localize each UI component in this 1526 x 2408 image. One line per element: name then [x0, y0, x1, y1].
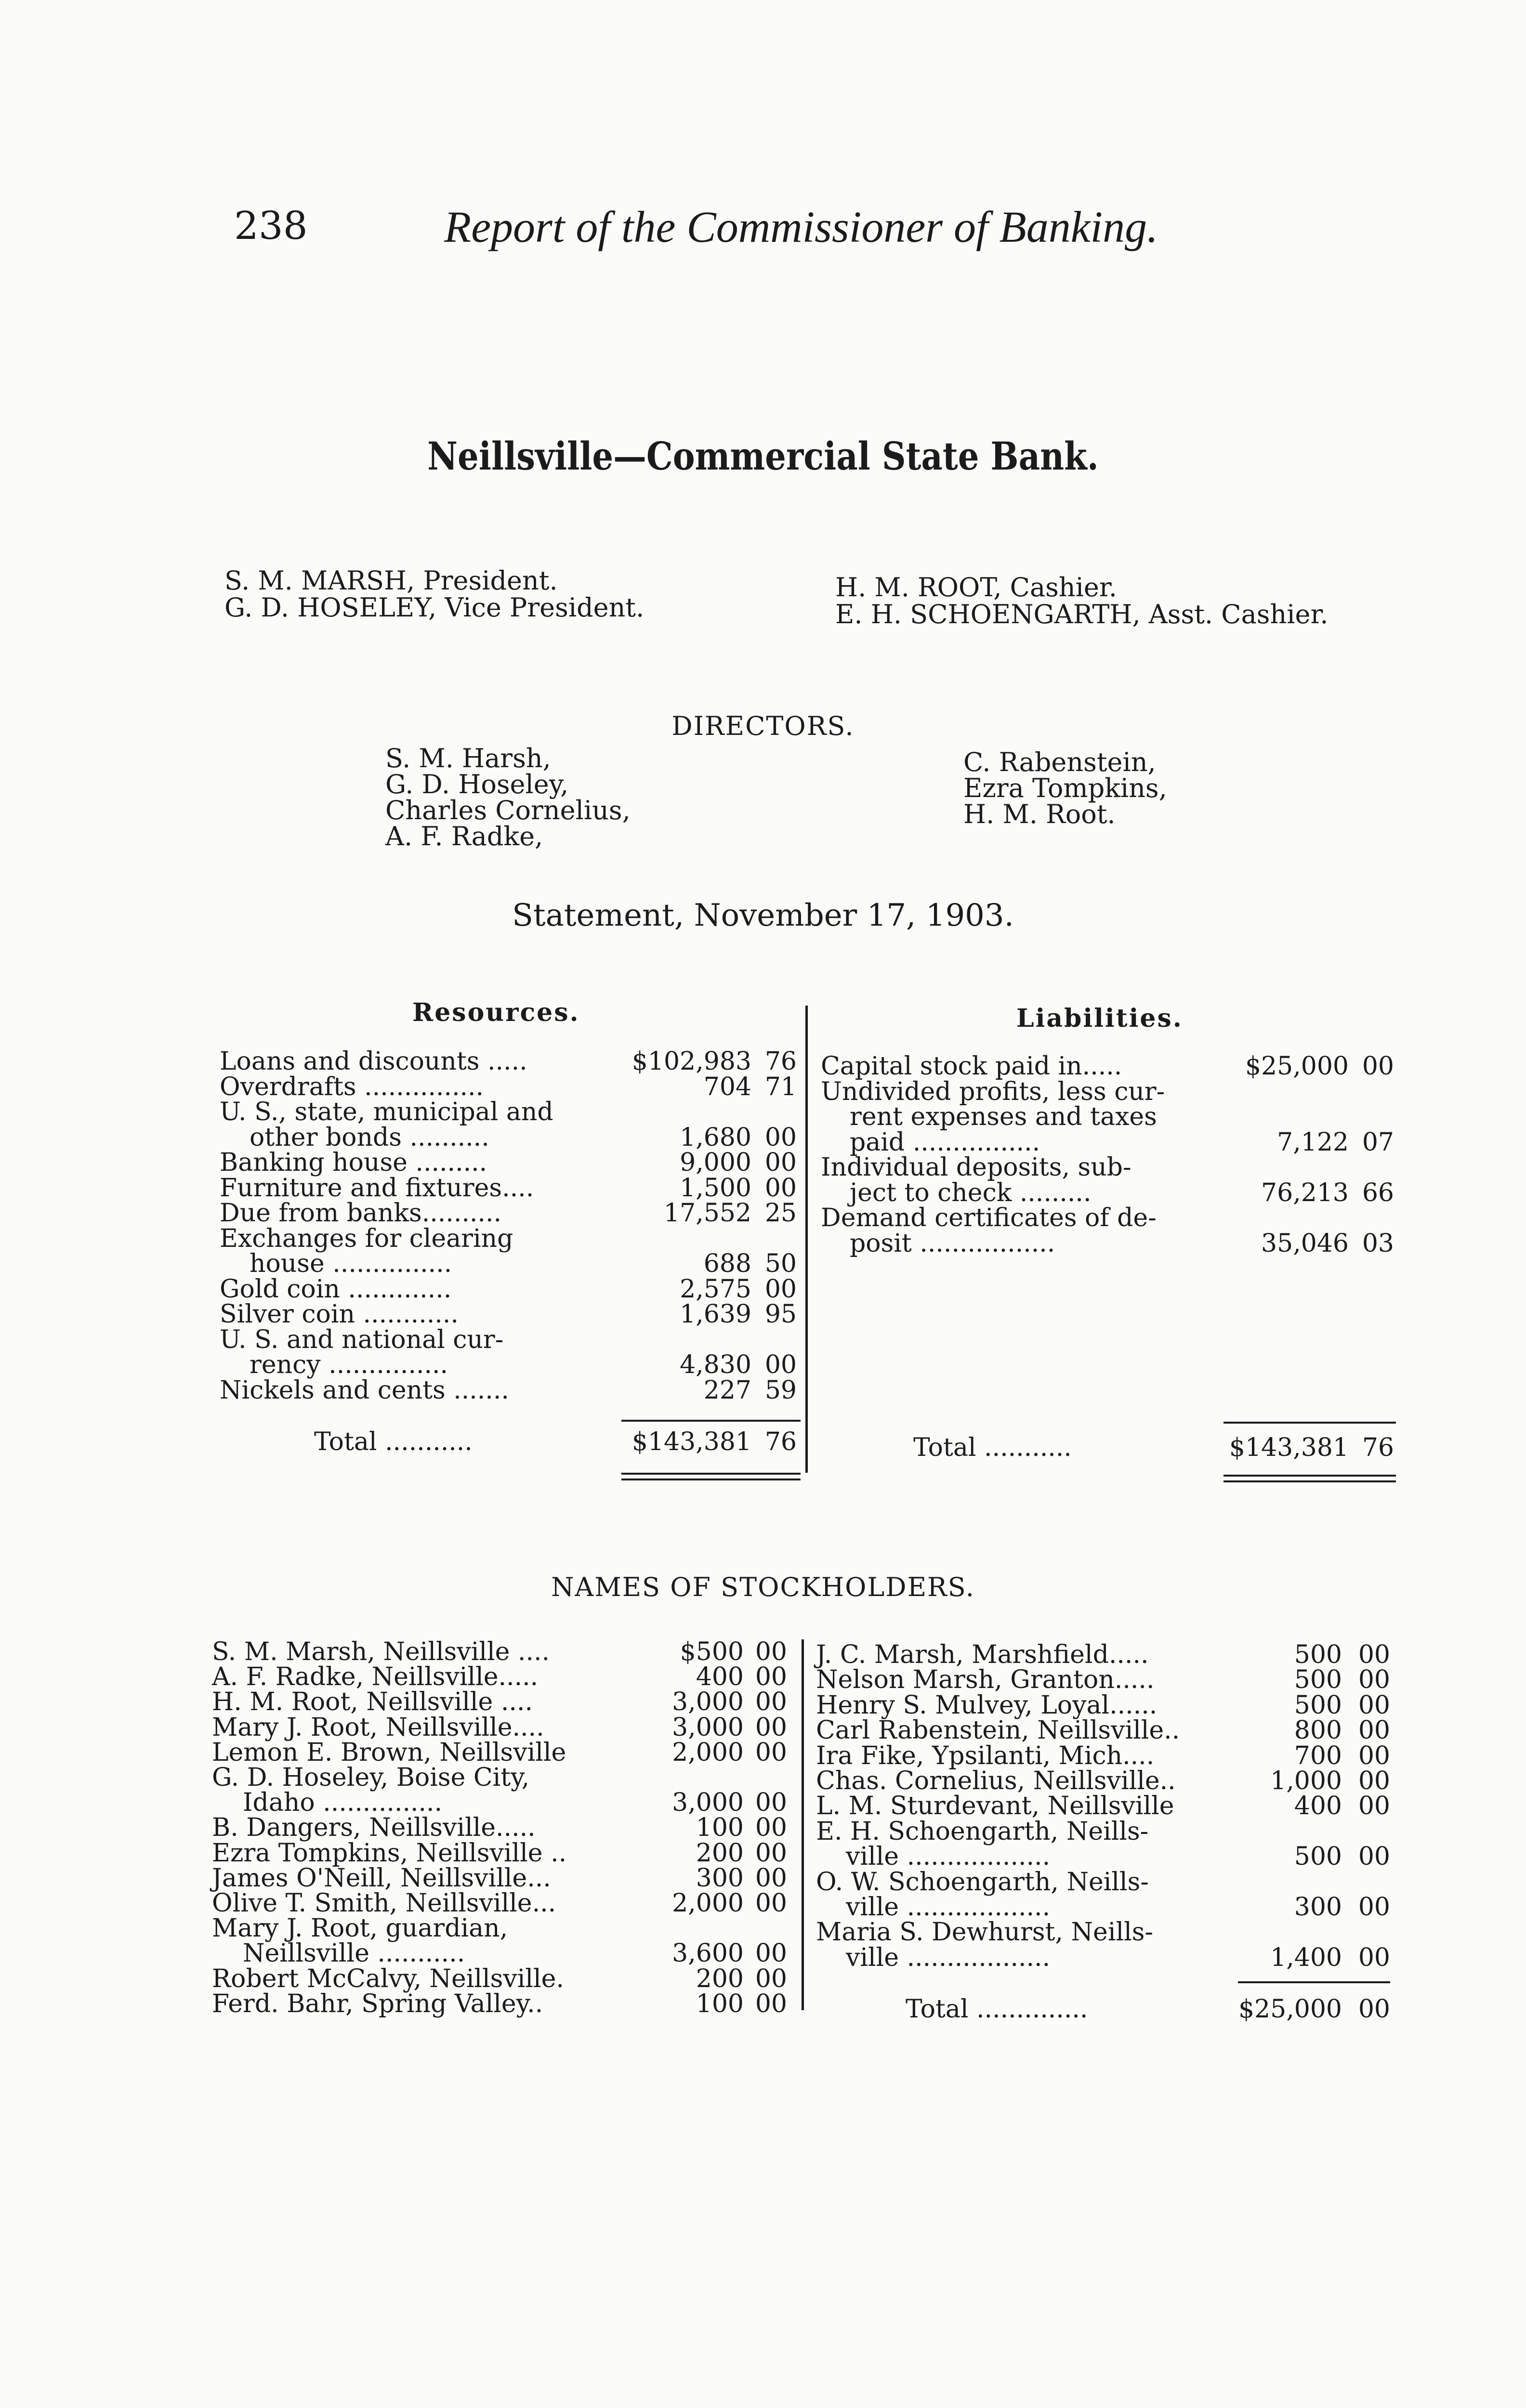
resources-total-label: Total ...........: [314, 1427, 473, 1456]
stockholder-row-label: Mary J. Root, guardian,: [212, 1914, 508, 1943]
stockholder-row-cents: 00: [1358, 1741, 1390, 1770]
resource-row-cents: 59: [764, 1375, 797, 1405]
stockholder-row-cents: 00: [755, 1788, 787, 1818]
stockholder-row-label: Chas. Cornelius, Neillsville..: [816, 1767, 1176, 1795]
resource-row-dollars: 4,830: [680, 1350, 751, 1379]
resource-row-cents: 25: [764, 1199, 797, 1228]
stockholder-row-dollars: 400: [1294, 1792, 1342, 1821]
stockholder-row-cents: 00: [1358, 1842, 1390, 1871]
resource-row-dollars: 1,680: [680, 1123, 751, 1152]
stockholder-row-label: Ferd. Bahr, Spring Valley..: [212, 1989, 543, 2018]
resources-total-cents: 76: [764, 1427, 797, 1456]
stockholder-row-dollars: 100: [696, 1989, 744, 2018]
stockholders-sum-rule: [1238, 1981, 1390, 1983]
liability-row-label: Capital stock paid in.....: [821, 1052, 1122, 1081]
stockholders-heading: NAMES OF STOCKHOLDERS.: [551, 1572, 975, 1602]
resource-row-label: Due from banks..........: [220, 1199, 501, 1228]
director-name: Ezra Tompkins,: [963, 773, 1167, 803]
resource-row-dollars: 227: [703, 1375, 751, 1405]
resource-row-dollars: 704: [703, 1072, 751, 1101]
stockholder-row-dollars: 2,000: [672, 1738, 744, 1767]
stockholder-row-label: E. H. Schoengarth, Neills-: [816, 1817, 1149, 1846]
resource-row-label: Overdrafts ...............: [220, 1072, 484, 1101]
stockholders-total-cents: 00: [1358, 1995, 1390, 2024]
stockholder-row-label: ville ..................: [846, 1842, 1051, 1871]
liability-row-cents: 66: [1362, 1178, 1394, 1207]
stockholder-row-cents: 00: [755, 1662, 787, 1692]
stockholder-row-dollars: 2,000: [672, 1889, 744, 1918]
stockholder-row-dollars: 100: [696, 1813, 744, 1843]
stockholders-total-label: Total ..............: [906, 1995, 1088, 2024]
liability-row-dollars: $25,000: [1245, 1052, 1349, 1081]
resource-row-cents: 00: [764, 1123, 797, 1152]
liability-row-label: rent expenses and taxes: [850, 1102, 1157, 1131]
resource-row-cents: 76: [764, 1047, 797, 1076]
statement-title: Statement, November 17, 1903.: [512, 898, 1014, 933]
stockholder-row-dollars: 1,000: [1270, 1767, 1342, 1795]
stockholder-row-label: Robert McCalvy, Neillsville.: [212, 1964, 564, 1993]
liabilities-total-cents: 76: [1362, 1433, 1394, 1462]
director-name: C. Rabenstein,: [963, 747, 1156, 777]
stockholder-row-label: S. M. Marsh, Neillsville ....: [212, 1637, 550, 1666]
liabilities-total-dollars: $143,381: [1229, 1433, 1349, 1462]
stockholder-row-cents: 00: [755, 1813, 787, 1843]
stockholder-row-dollars: $500: [680, 1637, 744, 1666]
liability-row-cents: 00: [1362, 1052, 1394, 1081]
resource-row-dollars: 1,500: [680, 1173, 751, 1203]
stockholder-row-label: H. M. Root, Neillsville ....: [212, 1688, 533, 1717]
resource-row-cents: 95: [764, 1300, 797, 1329]
page-number: 238: [234, 203, 308, 248]
stockholder-row-dollars: 200: [696, 1838, 744, 1868]
stockholder-row-dollars: 3,600: [672, 1939, 744, 1968]
bank-title: Neillsville—Commercial State Bank.: [427, 433, 1099, 479]
liability-row-dollars: 35,046: [1261, 1229, 1349, 1258]
stockholder-row-dollars: 3,000: [672, 1788, 744, 1818]
stockholder-row-label: Neillsville ...........: [243, 1939, 465, 1968]
stockholder-row-cents: 00: [755, 1738, 787, 1767]
stockholder-row-cents: 00: [755, 1939, 787, 1968]
liabilities-heading: Liabilities.: [1016, 1004, 1183, 1033]
stockholder-row-cents: 00: [755, 1989, 787, 2018]
stockholder-row-dollars: 800: [1294, 1716, 1342, 1745]
running-title: Report of the Commissioner of Banking.: [444, 202, 1158, 251]
resource-row-label: Exchanges for clearing: [220, 1224, 513, 1253]
resources-heading: Resources.: [412, 998, 580, 1027]
resources-sum-rule: [621, 1420, 801, 1422]
resource-row-cents: 71: [764, 1072, 797, 1101]
stockholder-row-label: Idaho ...............: [243, 1788, 443, 1818]
stockholder-row-label: James O'Neill, Neillsville...: [212, 1863, 551, 1893]
resource-row-dollars: $102,983: [631, 1047, 751, 1076]
stockholder-row-cents: 00: [1358, 1792, 1390, 1821]
directors-heading: DIRECTORS.: [671, 711, 855, 741]
resource-row-label: Banking house .........: [220, 1148, 487, 1177]
resources-total-rule-1: [621, 1473, 801, 1475]
stockholder-row-dollars: 500: [1294, 1640, 1342, 1669]
liability-row-cents: 07: [1362, 1127, 1394, 1157]
resource-row-dollars: 17,552: [664, 1199, 751, 1228]
stockholder-row-dollars: 200: [696, 1964, 744, 1993]
stockholder-row-cents: 00: [1358, 1665, 1390, 1695]
stockholder-row-dollars: 500: [1294, 1665, 1342, 1695]
stockholder-row-cents: 00: [755, 1964, 787, 1993]
resource-row-label: Silver coin ............: [220, 1300, 459, 1329]
stockholder-row-label: Maria S. Dewhurst, Neills-: [816, 1918, 1153, 1947]
stockholder-row-cents: 00: [755, 1713, 787, 1742]
resource-row-cents: 50: [764, 1249, 797, 1278]
stockholder-row-cents: 00: [1358, 1690, 1390, 1720]
stockholder-row-cents: 00: [1358, 1893, 1390, 1922]
officer-asst-cashier: E. H. SCHOENGARTH, Asst. Cashier.: [835, 599, 1329, 629]
stockholder-row-label: Mary J. Root, Neillsville....: [212, 1713, 544, 1742]
resource-row-label: Nickels and cents .......: [220, 1375, 509, 1405]
stockholder-row-cents: 00: [755, 1688, 787, 1717]
stockholder-row-label: Nelson Marsh, Granton.....: [816, 1665, 1155, 1695]
stockholder-row-cents: 00: [755, 1889, 787, 1918]
resource-row-dollars: 2,575: [680, 1274, 751, 1304]
stockholder-row-dollars: 500: [1294, 1842, 1342, 1871]
liability-row-label: Individual deposits, sub-: [821, 1153, 1131, 1182]
resources-total-dollars: $143,381: [631, 1427, 751, 1456]
stockholder-row-dollars: 3,000: [672, 1688, 744, 1717]
director-name: A. F. Radke,: [385, 821, 543, 851]
liability-row-cents: 03: [1362, 1229, 1394, 1258]
stockholder-row-label: O. W. Schoengarth, Neills-: [816, 1867, 1149, 1897]
stockholder-row-label: Henry S. Mulvey, Loyal......: [816, 1690, 1158, 1720]
stockholder-row-label: G. D. Hoseley, Boise City,: [212, 1763, 530, 1792]
stockholder-row-dollars: 300: [696, 1863, 744, 1893]
stockholder-row-label: ville ..................: [846, 1943, 1051, 1972]
resource-row-cents: 00: [764, 1274, 797, 1304]
stockholder-row-dollars: 1,400: [1270, 1943, 1342, 1972]
resource-row-cents: 00: [764, 1148, 797, 1177]
stockholder-row-cents: 00: [755, 1863, 787, 1893]
officer-vice-president: G. D. HOSELEY, Vice President.: [224, 592, 645, 623]
liability-row-dollars: 7,122: [1277, 1127, 1349, 1157]
resource-row-cents: 00: [764, 1173, 797, 1203]
director-name: Charles Cornelius,: [385, 795, 631, 825]
liability-row-label: paid ................: [850, 1127, 1040, 1157]
stockholder-row-label: B. Dangers, Neillsville.....: [212, 1813, 536, 1843]
stockholders-total-dollars: $25,000: [1238, 1995, 1342, 2024]
resource-row-label: Loans and discounts .....: [220, 1047, 527, 1076]
stockholder-row-label: Lemon E. Brown, Neillsville: [212, 1738, 566, 1767]
stockholders-divider: [802, 1639, 804, 2010]
resource-row-label: U. S., state, municipal and: [220, 1098, 553, 1126]
stockholder-row-label: Carl Rabenstein, Neillsville..: [816, 1716, 1180, 1745]
liability-row-label: Demand certificates of de-: [821, 1204, 1157, 1232]
liability-row-label: ject to check .........: [850, 1178, 1092, 1207]
stockholder-row-label: Ira Fike, Ypsilanti, Mich....: [816, 1741, 1155, 1770]
column-divider: [805, 1006, 808, 1473]
stockholder-row-cents: 00: [1358, 1716, 1390, 1745]
stockholder-row-dollars: 500: [1294, 1690, 1342, 1720]
director-name: H. M. Root.: [963, 799, 1116, 829]
resource-row-label: Gold coin .............: [220, 1274, 452, 1304]
liabilities-total-label: Total ...........: [913, 1433, 1072, 1462]
liabilities-total-rule-2: [1223, 1480, 1396, 1482]
resource-row-label: other bonds ..........: [250, 1123, 489, 1152]
stockholder-row-label: Olive T. Smith, Neillsville...: [212, 1889, 556, 1918]
stockholder-row-dollars: 400: [696, 1662, 744, 1692]
director-name: G. D. Hoseley,: [385, 769, 569, 799]
resource-row-label: Furniture and fixtures....: [220, 1173, 534, 1203]
resource-row-dollars: 9,000: [680, 1148, 751, 1177]
resource-row-label: U. S. and national cur-: [220, 1325, 504, 1354]
stockholder-row-cents: 00: [1358, 1943, 1390, 1972]
liabilities-sum-rule: [1223, 1422, 1396, 1424]
stockholder-row-label: L. M. Sturdevant, Neillsville: [816, 1792, 1174, 1821]
resources-total-rule-2: [621, 1479, 801, 1480]
liabilities-total-rule-1: [1223, 1475, 1396, 1477]
liability-row-label: Undivided profits, less cur-: [821, 1077, 1165, 1106]
stockholder-row-dollars: 3,000: [672, 1713, 744, 1742]
liability-row-dollars: 76,213: [1261, 1178, 1349, 1207]
stockholder-row-cents: 00: [1358, 1640, 1390, 1669]
liability-row-label: posit .................: [850, 1229, 1055, 1258]
stockholder-row-label: Ezra Tompkins, Neillsville ..: [212, 1838, 567, 1868]
stockholder-row-label: J. C. Marsh, Marshfield.....: [816, 1640, 1149, 1669]
stockholder-row-label: A. F. Radke, Neillsville.....: [212, 1662, 539, 1692]
resource-row-cents: 00: [764, 1350, 797, 1379]
resource-row-dollars: 688: [703, 1249, 751, 1278]
resource-row-label: rency ...............: [250, 1350, 448, 1379]
stockholder-row-cents: 00: [1358, 1767, 1390, 1795]
resource-row-label: house ...............: [250, 1249, 452, 1278]
director-name: S. M. Harsh,: [385, 743, 551, 773]
officer-president: S. M. MARSH, President.: [224, 565, 558, 596]
officer-cashier: H. M. ROOT, Cashier.: [835, 572, 1117, 602]
stockholder-row-dollars: 700: [1294, 1741, 1342, 1770]
stockholder-row-label: ville ..................: [846, 1893, 1051, 1922]
stockholder-row-dollars: 300: [1294, 1893, 1342, 1922]
resource-row-dollars: 1,639: [680, 1300, 751, 1329]
stockholder-row-cents: 00: [755, 1838, 787, 1868]
stockholder-row-cents: 00: [755, 1637, 787, 1666]
